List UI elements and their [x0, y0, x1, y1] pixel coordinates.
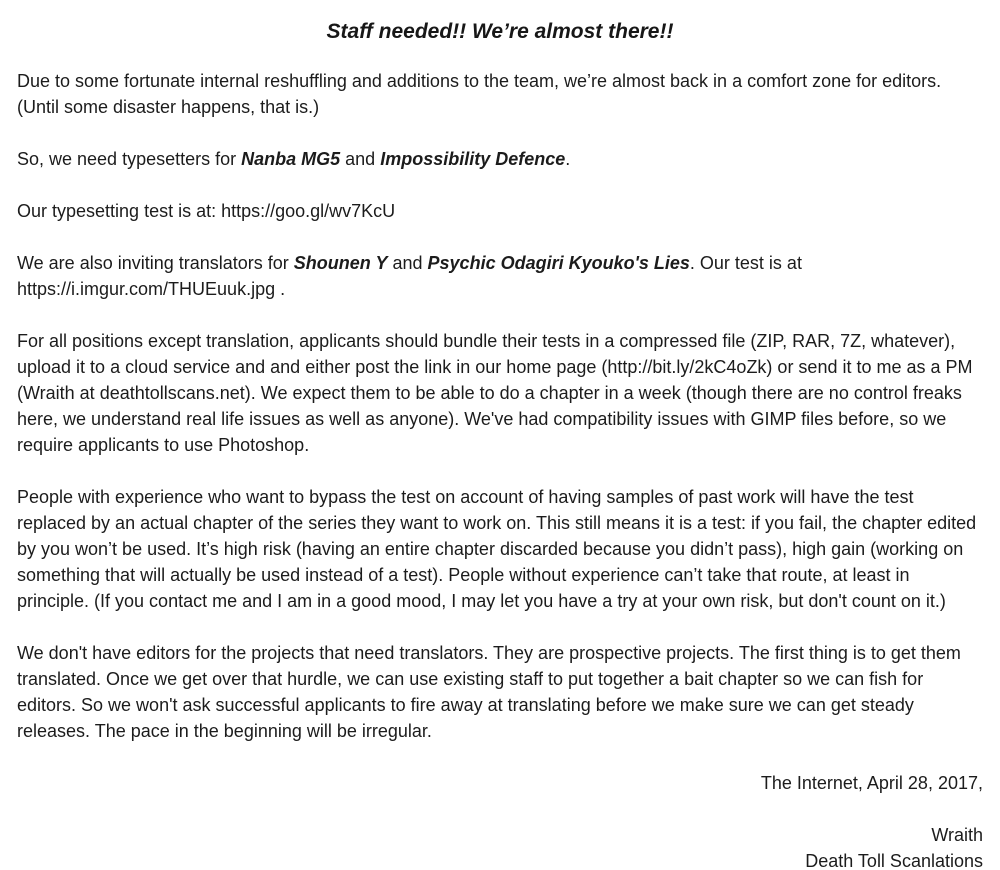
paragraph-submission-instructions: For all positions except translation, applicants should bundle their tests in a compressed file (ZIP, RAR, 7Z, whatever), upload it to a cloud service and and either post the link in our home page (http://bit.ly/2kC4oZk) or send it to me as a PM (Wraith at deathtollscans.net). We expect them to be able to do a chapter in a week (though there are no control freaks here, we understand real life issues as well as anyone). We've had compatibility issues with GIMP files before, so we require applicants to use Photoshop.	[17, 331, 973, 455]
series-title-shounen-y: Shounen Y	[293, 253, 388, 273]
paragraph-typesetting-test-link: Our typesetting test is at: https://goo.gl/wv7KcU	[17, 201, 396, 221]
typesetters-lead-text: So, we need typesetters for	[17, 149, 242, 169]
series-title-psychic-odagiri-kyoukos-lies: Psychic Odagiri Kyouko's Lies	[427, 253, 690, 273]
paragraph-typesetters-needed	[17, 146, 983, 172]
translators-end-text: . Our test is at https://i.imgur.com/THUEuuk.jpg .	[17, 253, 802, 299]
signoff-dateline: The Internet, April 28, 2017,	[760, 773, 983, 793]
translators-lead-text: We are also inviting translators for	[17, 253, 294, 273]
signoff-group: Death Toll Scanlations	[805, 851, 983, 870]
signoff-author: Wraith	[931, 825, 983, 845]
paragraph-translators-needed	[17, 250, 983, 302]
series-title-impossibility-defence: Impossibility Defence	[380, 149, 566, 169]
typesetters-mid-text: and	[340, 149, 381, 169]
paragraph-test-bypass-policy: People with experience who want to bypass the test on account of having samples of past work will have the test replaced by an actual chapter of the series they want to work on. This still means it is a test: if you fail, the chapter edited by you won’t be used. It’s high risk (having an entire chapter discarded because you didn’t pass), high gain (working on something that will actually be used instead of a test). People without experience can’t take that route, at least in principle. (If you contact me and I am in a good mood, I may let you have a try at your own risk, but don't count on it.)	[17, 487, 977, 611]
translators-mid-text: and	[387, 253, 428, 273]
paragraph-prospective-projects: We don't have editors for the projects that need translators. They are prospective projects. The first thing is to get them translated. Once we get over that hurdle, we can use existing staff to put together a bait chapter so we can fish for editors. So we won't ask successful applicants to fire away at translating before we make sure we can get steady releases. The pace in the beginning will be irregular.	[17, 643, 961, 741]
page-title: Staff needed!! We’re almost there!!	[326, 20, 674, 43]
series-title-nanba-mg5: Nanba MG5	[241, 149, 341, 169]
typesetters-end-text: .	[565, 149, 571, 169]
paragraph-intro: Due to some fortunate internal reshuffling and additions to the team, we’re almost back in a comfort zone for editors. (Until some disaster happens, that is.)	[17, 71, 942, 117]
signoff-block	[17, 770, 983, 870]
